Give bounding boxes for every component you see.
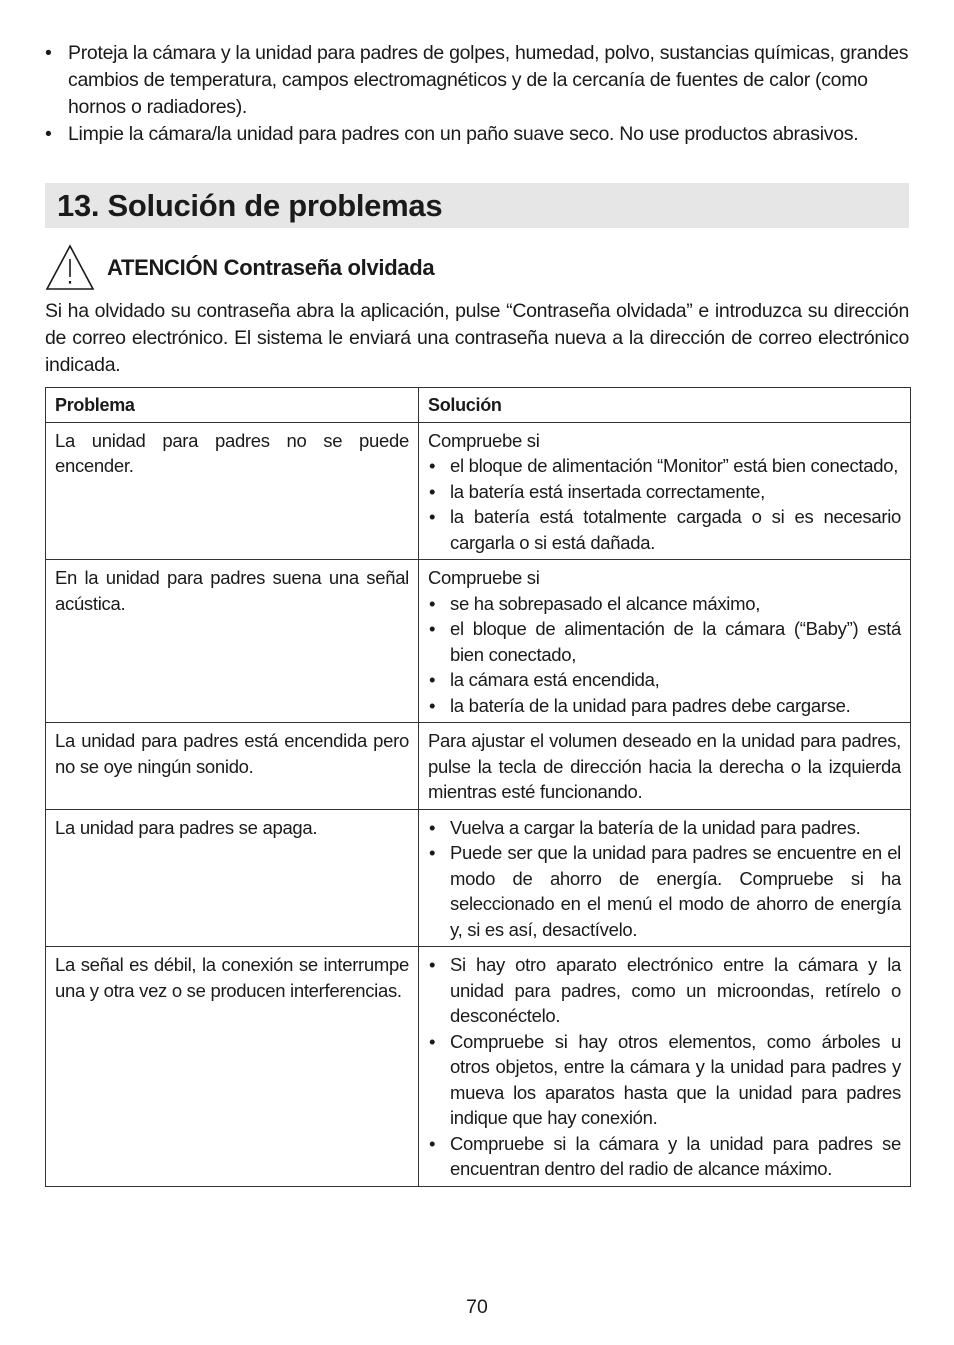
problem-cell xyxy=(46,809,419,947)
warning-title: ATENCIÓN Contraseña olvidada xyxy=(107,255,435,280)
solution-item: • la cámara está encendida, xyxy=(428,667,901,693)
table-row xyxy=(46,723,911,810)
solution-list xyxy=(428,591,901,719)
solution-intro: Compruebe si xyxy=(428,567,540,588)
column-header-problem: Problema xyxy=(46,388,419,423)
problem-cell xyxy=(46,422,419,560)
solution-cell xyxy=(419,422,911,560)
table-row xyxy=(46,947,911,1187)
solution-item: • Compruebe si la cámara y la unidad para padres se encuentran dentro del radio de alcance máximo. xyxy=(428,1131,901,1182)
warning-paragraph: Si ha olvidado su contraseña abra la aplicación, pulse “Contraseña olvidada” e introduzca su dirección de correo electrónico. El sistema le enviará una contraseña nueva a la dirección de correo electrónico indicada. xyxy=(45,300,909,376)
problem-cell xyxy=(46,723,419,810)
troubleshooting-table xyxy=(45,387,911,1187)
solution-item: • la batería está totalmente cargada o si es necesario cargarla o si está dañada. xyxy=(428,504,901,555)
solution-item: • la batería de la unidad para padres debe cargarse. xyxy=(428,693,901,719)
solution-cell xyxy=(419,560,911,723)
intro-bullet-list xyxy=(45,40,909,148)
warning-triangle-icon xyxy=(45,243,95,291)
intro-bullet-item: • Limpie la cámara/la unidad para padres con un paño suave seco. No use productos abrasivos. xyxy=(45,121,909,148)
section-title: 13. Solución de problemas xyxy=(57,188,443,223)
problem-text: En la unidad para padres suena una señal acústica. xyxy=(55,567,409,614)
table-row xyxy=(46,422,911,560)
solution-text: Para ajustar el volumen deseado en la unidad para padres, pulse la tecla de dirección hacia la derecha o la izquierda mientras esté funcionando. xyxy=(428,730,901,802)
problem-text: La unidad para padres se apaga. xyxy=(55,816,318,838)
solution-item: • el bloque de alimentación “Monitor” está bien conectado, xyxy=(428,453,901,479)
intro-bullet-item: • Proteja la cámara y la unidad para padres de golpes, humedad, polvo, sustancias químicas, grandes cambios de temperatura, campos electromagnéticos y de la cercanía de fuentes de calor (como hornos o radiadores). xyxy=(45,40,909,121)
problem-text: La unidad para padres está encendida pero no se oye ningún sonido. xyxy=(55,730,409,777)
problem-cell xyxy=(46,947,419,1187)
solution-item: • Vuelva a cargar la batería de la unidad para padres. xyxy=(428,815,901,841)
warning-header xyxy=(45,243,909,291)
solution-item: • Si hay otro aparato electrónico entre la cámara y la unidad para padres, como un microondas, retírelo o desconéctelo. xyxy=(428,952,901,1029)
section-header-bar xyxy=(45,183,909,228)
solution-cell xyxy=(419,723,911,810)
problem-cell xyxy=(46,560,419,723)
column-header-solution: Solución xyxy=(419,388,911,423)
solution-list xyxy=(428,815,901,943)
problem-text: La señal es débil, la conexión se interrumpe una y otra vez o se producen interferencias. xyxy=(55,954,409,1001)
page-number: 70 xyxy=(466,1296,488,1318)
table-row xyxy=(46,809,911,947)
solution-list xyxy=(428,453,901,555)
solution-item: • se ha sobrepasado el alcance máximo, xyxy=(428,591,901,617)
solution-cell xyxy=(419,947,911,1187)
solution-item: • la batería está insertada correctamente, xyxy=(428,479,901,505)
solution-intro: Compruebe si xyxy=(428,429,540,451)
table-row xyxy=(46,560,911,723)
problem-text: La unidad para padres no se puede encender. xyxy=(55,429,409,476)
solution-list xyxy=(428,952,901,1182)
solution-item: • el bloque de alimentación de la cámara (“Baby”) está bien conectado, xyxy=(428,616,901,667)
table-header-row xyxy=(46,388,911,423)
solution-item: • Puede ser que la unidad para padres se encuentre en el modo de ahorro de energía. Compruebe si ha seleccionado en el menú el modo de ahorro de energía y, si es así, desactívelo. xyxy=(428,840,901,942)
solution-cell xyxy=(419,809,911,947)
solution-item: • Compruebe si hay otros elementos, como árboles u otros objetos, entre la cámara y la unidad para padres y mueva los aparatos hasta que la unidad para padres indique que hay conexión. xyxy=(428,1029,901,1131)
